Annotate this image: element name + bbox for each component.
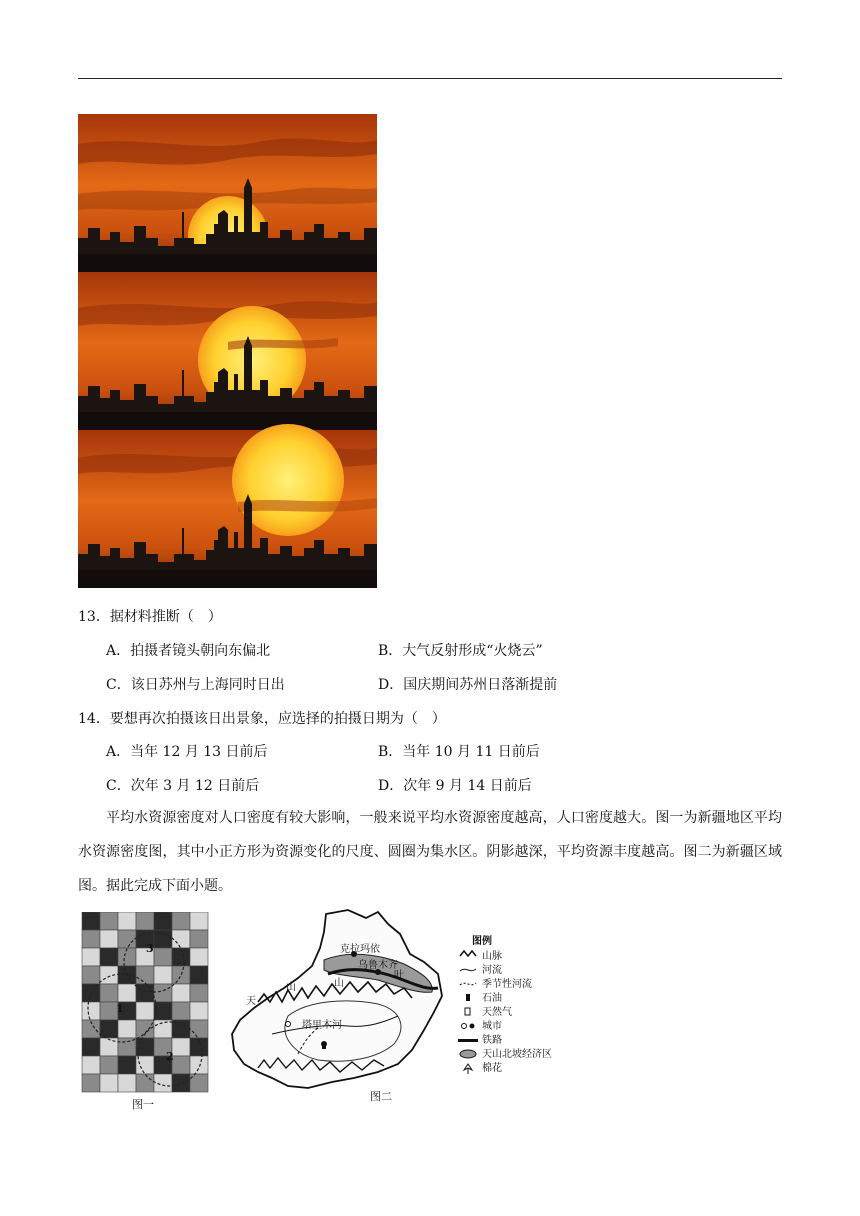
sunrise-frame-2 [78,272,377,430]
grid-cell [136,1002,154,1020]
figure-1-water-density-grid [78,912,218,1112]
label-urumqi: 乌鲁木齐 [358,960,398,971]
cotton-legend-icon [464,1064,472,1074]
grid-cell [100,948,118,966]
grid-cell [118,1056,136,1074]
label-karamay: 克拉玛依 [340,944,380,955]
legend-seasonal-river: 季节性河流 [482,979,532,990]
grid-cell [172,1056,190,1074]
q14-option-a: A．当年 12 月 13 日前后 [106,744,268,760]
grid-cell [136,912,154,930]
grid-cell [172,912,190,930]
grid-cell [82,1074,100,1092]
legend-city: 城市 [482,1021,502,1032]
figure-1-caption: 图一 [132,1098,154,1111]
grid-cell [82,1056,100,1074]
mountain-legend-icon [460,951,476,956]
grid-cell [118,948,136,966]
sunrise-photo-sequence [78,114,377,588]
q13-option-a: A．拍摄者镜头朝向东偏北 [106,643,271,659]
question-13-stem: 13．据材料推断（ ） [78,609,222,625]
grid-cell [190,1056,208,1074]
grid-cell [82,948,100,966]
grid-cell [172,1002,190,1020]
legend-gas: 天然气 [482,1007,512,1018]
circle-label-2: 2 [166,1050,174,1063]
grid-cell [154,948,172,966]
grid-cell [154,1020,172,1038]
label-tian: 天 [246,996,256,1007]
reading-passage: 平均水资源密度对人口密度有较大影响，一般来说平均水资源密度越高，人口密度越大。图一为新疆地区平均水资源密度图，其中小正方形为资源变化的尺度、圆圈为集水区。阴影越深，平均资源丰度越高。图二为新疆区域图。据此完成下面小题。 [78,810,782,894]
grid-cell [118,930,136,948]
circle-label-3: 3 [146,942,154,955]
header-rule [78,78,782,79]
q14-option-b: B．当年 10 月 11 日前后 [378,744,540,760]
legend-mountain: 山脉 [482,951,502,962]
city-solid-legend-icon [470,1024,475,1029]
grid-cell [172,948,190,966]
grid-cell [100,930,118,948]
grid-cell [172,1038,190,1056]
sunrise-frame-3 [78,424,377,588]
sunrise-frame-1 [78,114,377,276]
grid-cell [82,966,100,984]
oil-symbol [322,1042,326,1049]
grid-cell [190,1020,208,1038]
grid-cell [100,1056,118,1074]
grid-cell [118,912,136,930]
grid-cell [154,930,172,948]
sunrise-photos [78,114,377,588]
q14-option-c: C．次年 3 月 12 日前后 [106,778,260,794]
grid-cell [136,966,154,984]
grid-cell [100,912,118,930]
railway-legend-icon [458,1039,478,1042]
grid-cell [118,1020,136,1038]
grid-cell [154,984,172,1002]
grid-cell [172,1074,190,1092]
label-tarim-river: 塔里木河 [302,1020,342,1031]
grid-cell [154,912,172,930]
seasonal-river-legend-icon [460,983,476,985]
grid-cell [190,948,208,966]
legend-river: 河流 [482,965,502,976]
grid-cell [190,930,208,948]
grid-cell [100,1020,118,1038]
legend-title: 图例 [472,936,492,947]
figure-2-caption: 图二 [370,1090,392,1103]
grid-cell [82,1038,100,1056]
legend-oil: 石油 [482,993,502,1004]
grid-cell [190,984,208,1002]
density-grid-cells [82,912,208,1092]
legend-railway: 铁路 [482,1035,502,1046]
grid-cell [118,1074,136,1092]
grid-cell [100,984,118,1002]
grid-cell [136,984,154,1002]
q14-option-d: D．次年 9 月 14 日前后 [378,778,532,794]
oil-legend-icon [466,994,470,1001]
grid-cell [82,912,100,930]
label-ye: 叶 [394,970,404,981]
grid-cell [100,1074,118,1092]
river-legend-icon [460,969,476,971]
grid-cell [154,966,172,984]
question-14-stem: 14．要想再次拍摄该日出景象，应选择的拍摄日期为（ ） [78,711,446,727]
grid-cell [190,1002,208,1020]
grid-cell [172,966,190,984]
grid-cell [82,930,100,948]
grid-cell [190,966,208,984]
label-shan-2: 山 [334,978,344,989]
economic-zone-legend-icon [460,1050,476,1058]
q13-option-c: C．该日苏州与上海同时日出 [106,677,285,693]
figure-2-xinjiang-map [228,904,568,1114]
q13-option-b: B．大气反射形成“火烧云” [378,643,543,659]
grid-cell [100,1038,118,1056]
grid-cell [118,984,136,1002]
q13-option-d: D．国庆期间苏州日落渐提前 [378,677,558,693]
grid-cell [136,1074,154,1092]
grid-cell [172,984,190,1002]
label-shan-1: 山 [286,982,296,993]
legend-economic-zone: 天山北坡经济区 [482,1049,552,1060]
gas-legend-icon [465,1008,470,1015]
grid-cell [154,1002,172,1020]
circle-label-1: 1 [116,1002,124,1015]
legend-cotton: 棉花 [482,1063,502,1074]
grid-cell [172,930,190,948]
grid-cell [136,1020,154,1038]
city-hollow-legend-icon [462,1024,467,1029]
map-legend [458,934,552,1074]
grid-cell [100,966,118,984]
grid-cell [190,912,208,930]
grid-cell [82,1002,100,1020]
grid-cell [154,1074,172,1092]
